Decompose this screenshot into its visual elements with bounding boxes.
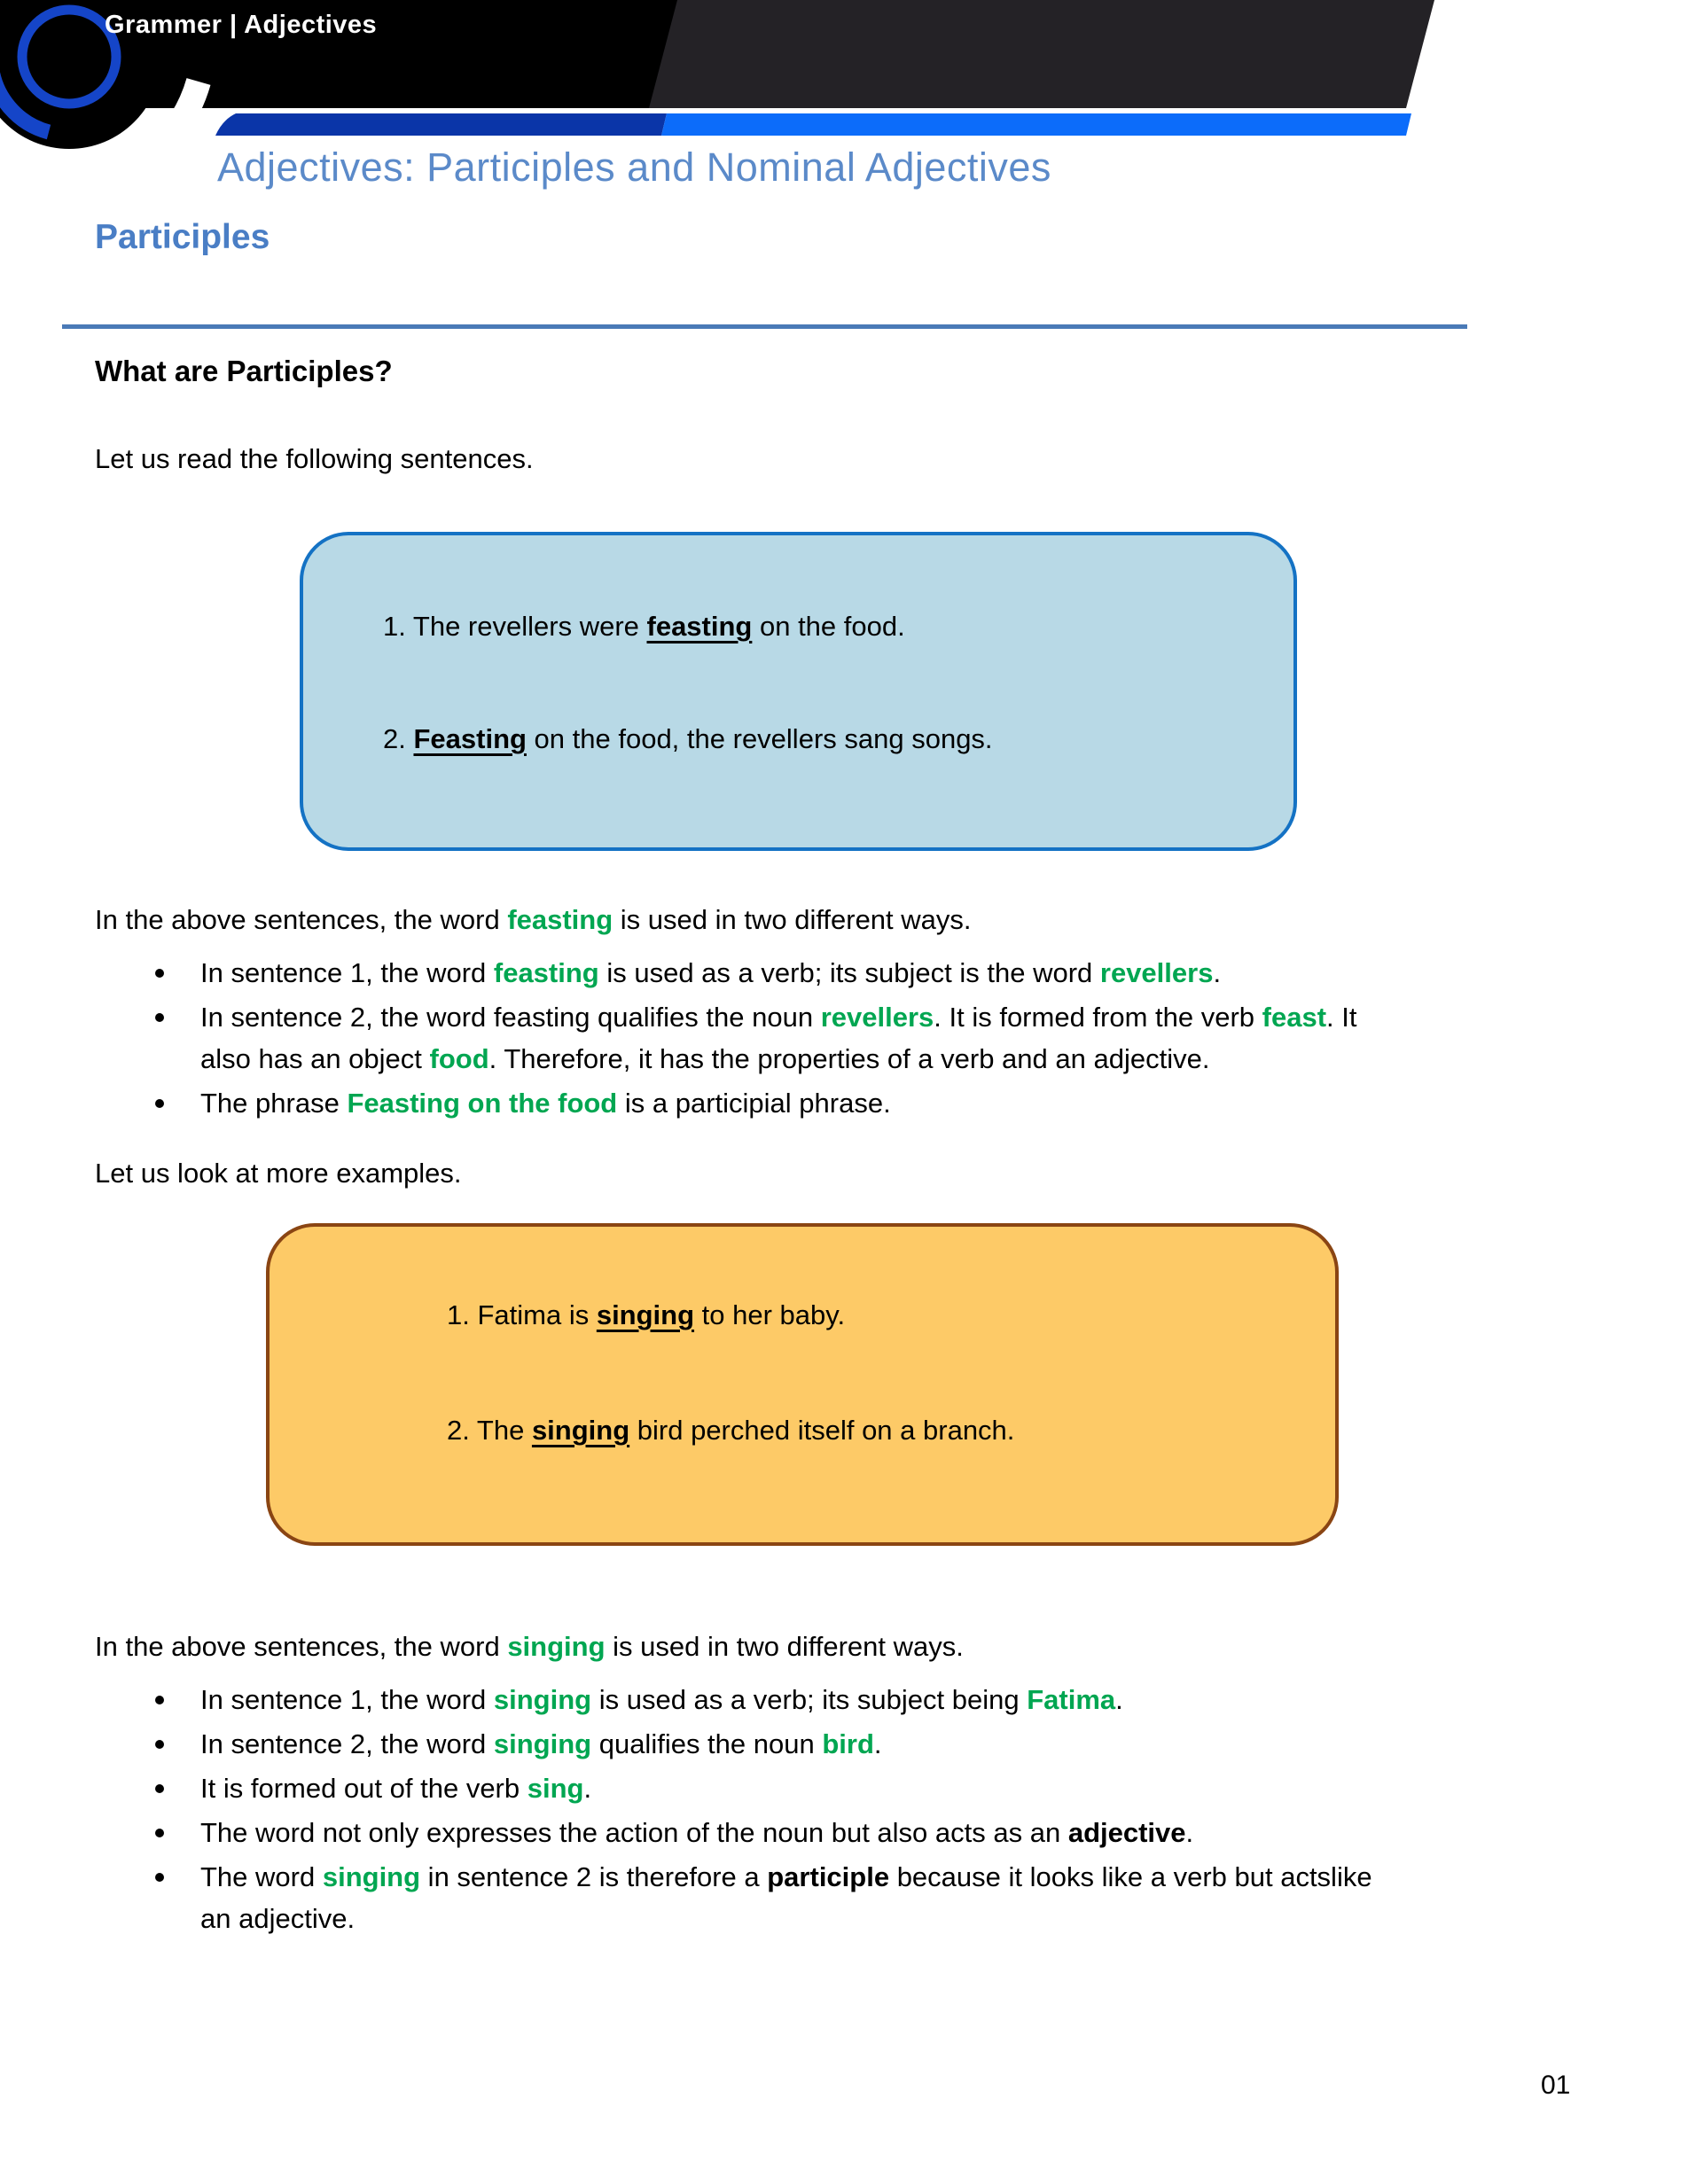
example-sentence: 1. The revellers were feasting on the food. bbox=[383, 611, 905, 642]
list-item: The word singing in sentence 2 is therefore a participle because it looks like a verb but actslike an adjective. bbox=[200, 1856, 1655, 1939]
stripe-navy-segment bbox=[215, 113, 667, 136]
list-item: In sentence 1, the word feasting is used as a verb; its subject is the word revellers. bbox=[200, 952, 1655, 994]
list-item: It is formed out of the verb sing. bbox=[200, 1767, 1655, 1809]
subsection-heading: What are Participles? bbox=[95, 355, 393, 387]
list-item: In sentence 1, the word singing is used as a verb; its subject being Fatima. bbox=[200, 1679, 1655, 1720]
example-sentence: 2. The singing bird perched itself on a branch. bbox=[447, 1415, 1015, 1446]
banner-title: Grammer | Adjectives bbox=[105, 11, 378, 39]
example-box-orange bbox=[266, 1223, 1339, 1546]
page-title: Adjectives: Participles and Nominal Adjectives bbox=[217, 144, 1051, 190]
section-divider bbox=[62, 324, 1467, 329]
analysis-section-singing bbox=[95, 1626, 1655, 1942]
list-item: In sentence 2, the word feasting qualifies the noun revellers. It is formed from the verb feast. It also has an object food. Therefore, it has the properties of a verb and an adjective. bbox=[200, 996, 1655, 1080]
list-item: In sentence 2, the word singing qualifies the noun bird. bbox=[200, 1723, 1655, 1765]
list-item: The phrase Feasting on the food is a participial phrase. bbox=[200, 1082, 1655, 1124]
bullet-list bbox=[95, 952, 1655, 1124]
page-number: 01 bbox=[1541, 2071, 1571, 2100]
example-sentence: 2. Feasting on the food, the revellers sang songs. bbox=[383, 723, 993, 754]
intro-sentence: Let us read the following sentences. bbox=[95, 443, 534, 474]
stripe-blue-segment bbox=[661, 113, 1411, 136]
analysis-section-feasting bbox=[95, 899, 1655, 1194]
example-sentence: 1. Fatima is singing to her baby. bbox=[447, 1299, 846, 1330]
list-item: The word not only expresses the action of the noun but also acts as an adjective. bbox=[200, 1812, 1655, 1853]
analysis-lead: In the above sentences, the word singing is used in two different ways. bbox=[95, 1631, 964, 1662]
analysis-lead: In the above sentences, the word feasting is used in two different ways. bbox=[95, 904, 972, 935]
bullet-list bbox=[95, 1679, 1655, 1939]
example-box-blue bbox=[300, 532, 1297, 851]
more-examples-sentence: Let us look at more examples. bbox=[95, 1158, 462, 1189]
banner-gray-band bbox=[638, 0, 1434, 108]
section-heading-participles: Participles bbox=[95, 218, 270, 256]
